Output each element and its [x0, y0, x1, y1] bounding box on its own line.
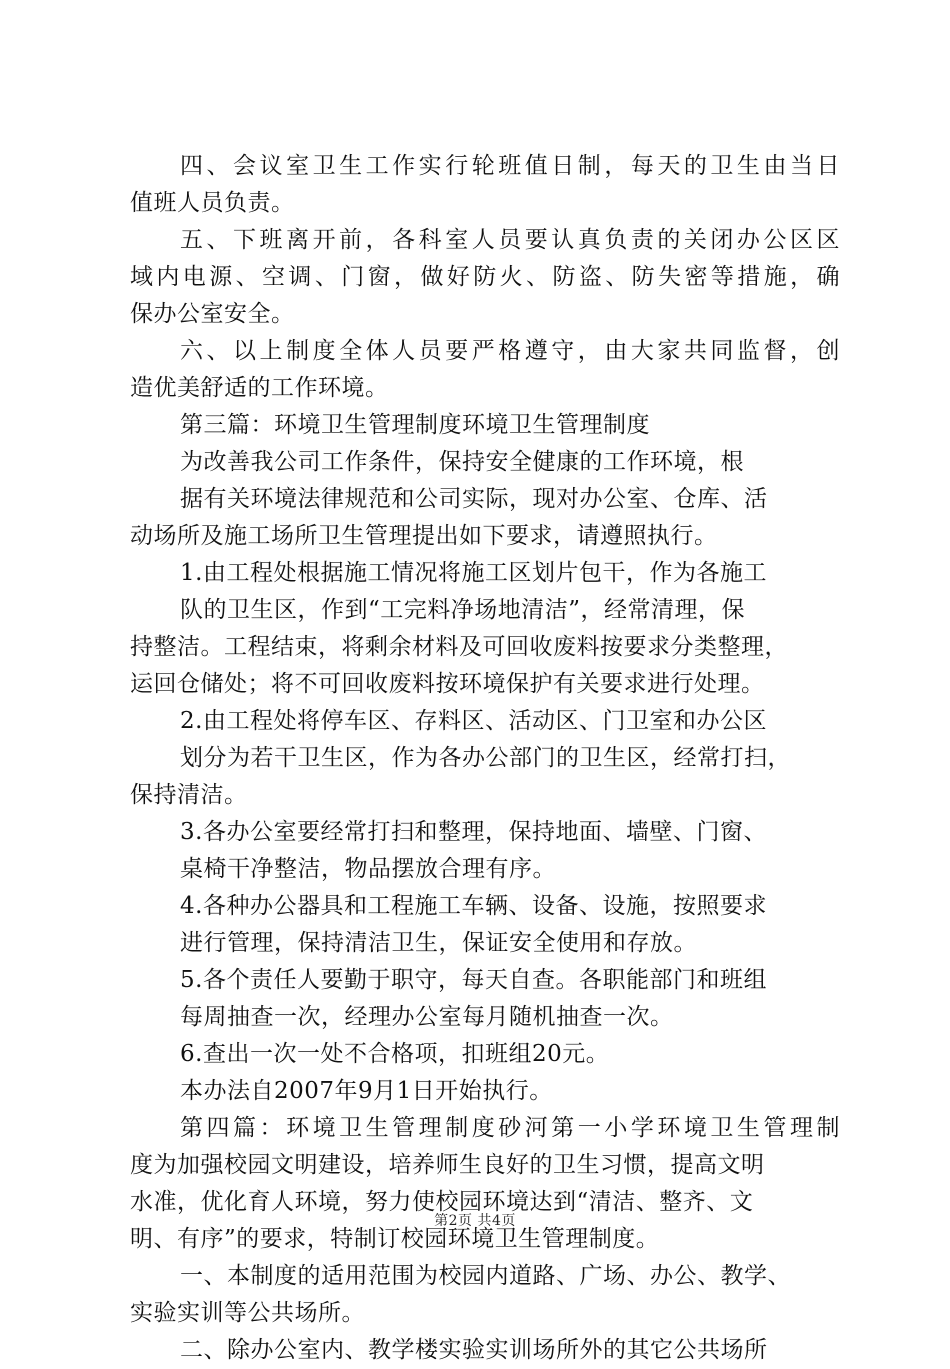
paragraph-line: 二、除办公室内、教学楼实验实训场所外的其它公共场所 — [180, 1337, 768, 1363]
paragraph-line: 保办公室安全。 — [130, 301, 295, 327]
list-item-line: 3.各办公室要经常打扫和整理，保持地面、墙壁、门窗、 — [180, 819, 767, 845]
list-item-line: 进行管理，保持清洁卫生，保证安全使用和存放。 — [180, 930, 697, 956]
paragraph-line: 水准，优化育人环境，努力使校园环境达到“清洁、整齐、文 — [130, 1189, 754, 1215]
paragraph-line: 五、下班离开前，各科室人员要认真负责的关闭办公区区 — [180, 227, 840, 253]
document-body — [130, 148, 840, 1369]
paragraph-line: 实验实训等公共场所。 — [130, 1300, 365, 1326]
list-item-line: 桌椅干净整洁，物品摆放合理有序。 — [180, 856, 556, 882]
paragraph-line: 六、以上制度全体人员要严格遵守，由大家共同监督，创 — [180, 338, 840, 364]
list-item-line: 运回仓储处；将不可回收废料按环境保护有关要求进行处理。 — [130, 671, 765, 697]
paragraph-line: 度为加强校园文明建设，培养师生良好的卫生习惯，提高文明 — [130, 1152, 765, 1178]
paragraph-line: 域内电源、空调、门窗，做好防火、防盗、防失密等措施，确 — [130, 264, 840, 290]
paragraph-line: 明、有序”的要求，特制订校园环境卫生管理制度。 — [130, 1226, 660, 1252]
paragraph-line: 动场所及施工场所卫生管理提出如下要求，请遵照执行。 — [130, 523, 718, 549]
list-item-line: 1.由工程处根据施工情况将施工区划片包干，作为各施工 — [180, 560, 767, 586]
paragraph-line: 为改善我公司工作条件，保持安全健康的工作环境，根 — [180, 449, 744, 475]
list-item-line: 持整洁。工程结束，将剩余材料及可回收废料按要求分类整理， — [130, 634, 788, 660]
paragraph-line: 据有关环境法律规范和公司实际，现对办公室、仓库、活 — [180, 486, 768, 512]
list-item-line: 4.各种办公器具和工程施工车辆、设备、设施，按照要求 — [180, 893, 767, 919]
paragraph-line: 值班人员负责。 — [130, 190, 295, 216]
list-item-line: 5.各个责任人要勤于职守，每天自查。各职能部门和班组 — [180, 967, 767, 993]
page-number: 第2页 共4页 — [434, 1213, 516, 1229]
list-item-line: 划分为若干卫生区，作为各办公部门的卫生区，经常打扫， — [180, 745, 791, 771]
paragraph-line: 造优美舒适的工作环境。 — [130, 375, 389, 401]
list-item-line: 队的卫生区，作到“工完料净场地清洁”，经常清理，保 — [180, 597, 746, 623]
section-heading: 第三篇：环境卫生管理制度环境卫生管理制度 — [180, 412, 650, 438]
paragraph-line: 一、本制度的适用范围为校园内道路、广场、办公、教学、 — [180, 1263, 791, 1289]
list-item-line: 每周抽查一次，经理办公室每月随机抽查一次。 — [180, 1004, 674, 1030]
paragraph-line: 四、会议室卫生工作实行轮班值日制，每天的卫生由当日 — [180, 153, 840, 179]
paragraph-line: 本办法自2007年9月1日开始执行。 — [180, 1078, 553, 1104]
section-heading: 第四篇：环境卫生管理制度砂河第一小学环境卫生管理制 — [180, 1115, 840, 1141]
list-item-line: 2.由工程处将停车区、存料区、活动区、门卫室和办公区 — [180, 708, 767, 734]
list-item-line: 保持清洁。 — [130, 782, 248, 808]
list-item-line: 6.查出一次一处不合格项，扣班组20元。 — [180, 1041, 610, 1067]
